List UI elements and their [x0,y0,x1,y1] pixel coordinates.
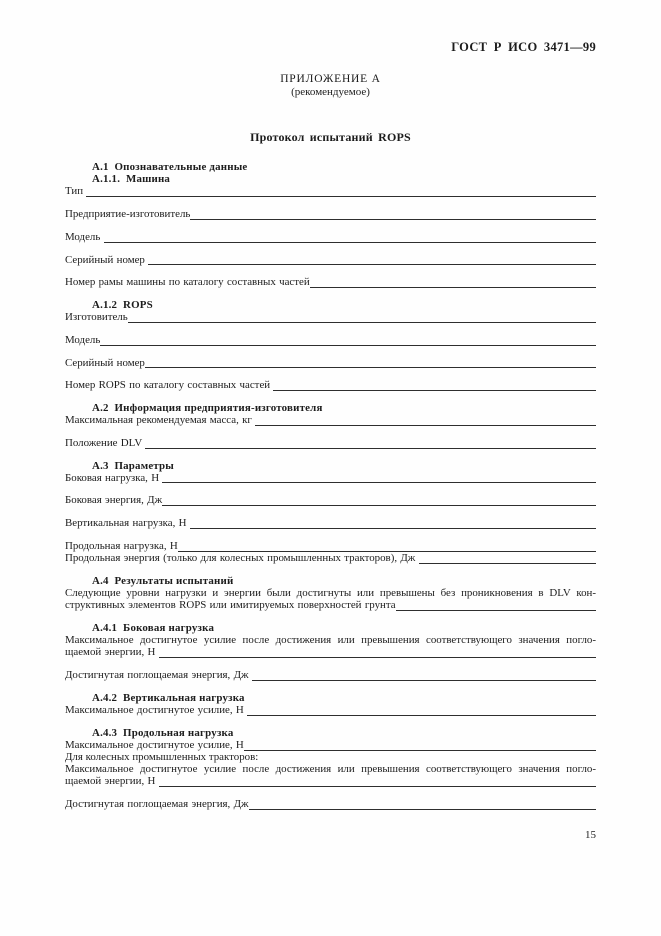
section-heading: А.4.3 Продольная нагрузка [92,726,234,739]
field-label: структивных элементов ROPS или имитируемых поверхностей грунта [65,599,396,612]
blank-fill-line [86,185,596,197]
field-label: Изготовитель [65,311,128,324]
blank-fill-line [252,669,596,681]
blank-fill-line [104,231,596,243]
blank-fill-line [148,254,596,266]
field-label: Максимальное достигнутое усилие, Н [65,738,244,751]
form-field-row [65,379,596,391]
blank-fill-line [128,311,596,323]
form-field-row [65,517,596,529]
field-label: Продольная энергия (только для колесных промышленных тракторов), Дж [65,552,419,565]
field-label: Предприятие-изготовитель [65,208,191,221]
field-label: щаемой энергии, Н [65,775,159,788]
blank-fill-line [100,334,596,346]
field-label: Серийный номер [65,253,149,266]
section-heading: А.3 Параметры [92,459,174,472]
form-body [65,161,596,810]
form-field-row [65,437,596,449]
paragraph-line: Для колесных промышленных тракторов: [65,751,259,763]
blank-fill-line [273,379,596,391]
blank-fill-line [190,208,596,220]
section-heading: А.4 Результаты испытаний [92,574,234,587]
blank-fill-line [255,414,596,426]
form-field-row [65,599,596,611]
form-field-row [65,739,596,751]
field-label: Продольная нагрузка, Н [65,539,178,552]
form-field-row [65,669,596,681]
form-field-row [65,646,596,658]
blank-fill-line [310,276,596,288]
form-field-row [65,276,596,288]
blank-fill-line [159,646,596,658]
section-heading: А.1 Опознавательные данные [92,161,248,173]
form-field-row [65,334,596,346]
blank-fill-line [162,494,596,506]
field-label: Тип [65,185,87,198]
field-label: Номер рамы машины по каталогу составных частей [65,276,310,289]
field-label: Максимальное достигнутое усилие, Н [65,703,248,716]
form-field-row [65,494,596,506]
form-field-row [65,704,596,716]
form-field-row [65,311,596,323]
blank-fill-line [244,739,596,751]
field-label: Серийный номер [65,356,145,369]
form-field-row [65,540,596,552]
annex-title: ПРИЛОЖЕНИЕ А [280,73,381,85]
field-label: Достигнутая поглощаемая энергия, Дж [65,668,252,681]
blank-fill-line [145,437,596,449]
section-heading: А.1.1. Машина [92,173,171,186]
field-label: щаемой энергии, Н [65,646,159,659]
document-title: Протокол испытаний ROPS [250,130,411,144]
form-field-row [65,231,596,243]
blank-fill-line [190,517,596,529]
blank-fill-line [396,599,596,611]
paragraph-line: Максимальное достигнутое усилие после достижения или превышения соответствующего значения погло- [65,763,596,776]
field-label: Модель [65,230,104,243]
field-label: Достигнутая поглощаемая энергия, Дж [65,798,249,811]
field-label: Максимальная рекомендуемая масса, кг [65,414,256,427]
section-heading: А.4.2 Вертикальная нагрузка [92,691,245,704]
field-label: Боковая нагрузка, Н [65,471,163,484]
section-heading: А.4.1 Боковая нагрузка [92,621,215,634]
blank-fill-line [162,472,596,484]
form-field-row [65,357,596,369]
form-field-row [65,185,596,197]
form-field-row [65,254,596,266]
form-field-row [65,208,596,220]
field-label: Положение DLV [65,436,146,449]
form-field-row [65,552,596,564]
page-number: 15 [585,829,596,842]
field-label: Модель [65,333,101,346]
field-label: Номер ROPS по каталогу составных частей [65,379,274,392]
form-field-row [65,775,596,787]
annex-subtitle: (рекомендуемое) [291,85,370,98]
section-heading: А.2 Информация предприятия-изготовителя [92,401,323,414]
paragraph-line: Максимальное достигнутое усилие после достижения или превышения соответствующего значения погло- [65,634,596,647]
field-label: Боковая энергия, Дж [65,494,163,507]
blank-fill-line [145,357,596,369]
form-field-row [65,414,596,426]
standard-reference: ГОСТ Р ИСО 3471—99 [451,40,596,54]
blank-fill-line [247,704,596,716]
form-field-row [65,472,596,484]
blank-fill-line [178,540,596,552]
form-field-row [65,798,596,810]
blank-fill-line [159,775,596,787]
paragraph-line: Следующие уровни нагрузки и энергии были достигнуты или превышены без проникновения в DLV кон- [65,586,596,599]
blank-fill-line [419,552,596,564]
section-heading: А.1.2 ROPS [92,298,153,311]
blank-fill-line [249,798,596,810]
field-label: Вертикальная нагрузка, Н [65,517,190,530]
